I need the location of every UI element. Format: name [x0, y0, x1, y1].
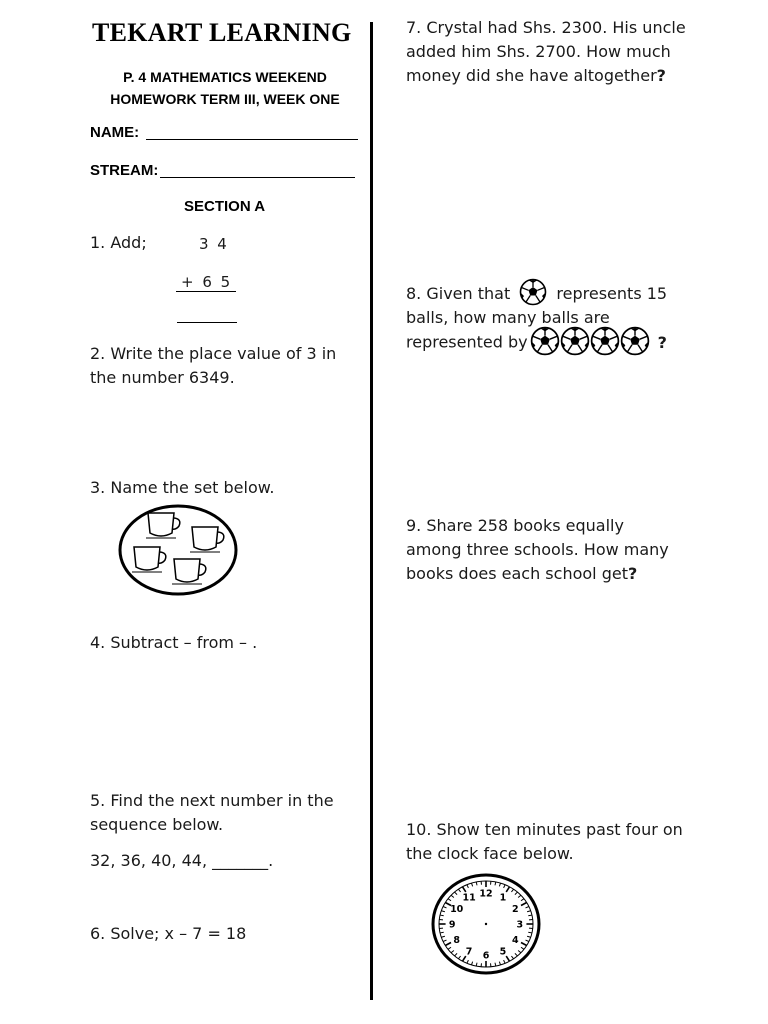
q2-text: [90, 342, 336, 390]
q1-top-number: 3 4: [199, 235, 229, 253]
q1-sum-line: [176, 291, 236, 292]
q7-question-mark: ?: [656, 66, 666, 85]
clock-number: 6: [482, 950, 490, 962]
q9-question-mark: ?: [627, 564, 638, 583]
clock-number: 12: [479, 888, 493, 900]
page-title: TEKART LEARNING: [92, 18, 352, 47]
clock-number: 2: [511, 904, 519, 916]
q3-text: 3. Name the set below.: [90, 478, 275, 497]
q10-line-2: the clock face below.: [406, 844, 574, 863]
q6-text: 6. Solve; x – 7 = 18: [90, 924, 247, 943]
q7-text: [406, 16, 686, 88]
q5-line-1: 5. Find the next number in the: [90, 791, 334, 810]
q8-line-2: balls, how many balls are: [406, 308, 610, 327]
soccer-ball-icon: [530, 326, 560, 356]
q8-ball-row: [530, 326, 650, 356]
q9-line-3: [406, 562, 669, 586]
q5-text: [90, 789, 334, 837]
q10-text: [406, 818, 683, 866]
q2-line-2: the number 6349.: [90, 368, 235, 387]
subtitle-line-1: P. 4 MATHEMATICS WEEKEND: [123, 69, 327, 85]
soccer-ball-icon: [519, 278, 547, 306]
clock-number: 4: [511, 934, 519, 946]
cup-icon: [172, 559, 206, 584]
clock-tick: [528, 932, 532, 933]
cup-icon: [146, 513, 180, 538]
q7-line-3: [406, 64, 686, 88]
clock-number: 10: [450, 904, 464, 916]
stream-label: STREAM:: [90, 162, 159, 179]
q5-sequence: 32, 36, 40, 44, _______.: [90, 851, 274, 870]
clock-number: 5: [499, 946, 507, 958]
name-field[interactable]: [146, 139, 358, 140]
q10-line-1: 10. Show ten minutes past four on: [406, 820, 683, 839]
cup-icon: [132, 547, 166, 572]
q9-line-3-text: books does each school get: [406, 564, 628, 583]
clock-number: 11: [462, 892, 476, 904]
subtitle-line-2: HOMEWORK TERM III, WEEK ONE: [110, 91, 340, 107]
column-divider: [370, 22, 373, 1000]
q9-text: [406, 514, 669, 586]
cup-icon: [190, 527, 224, 552]
q8-part-2: represents 15: [556, 284, 668, 303]
clock-number: 7: [465, 946, 473, 958]
q4-text: 4. Subtract – from – .: [90, 633, 258, 652]
clock-number: 1: [499, 892, 507, 904]
q1-bottom-number: + 6 5: [181, 273, 233, 291]
q2-line-1: 2. Write the place value of 3 in: [90, 344, 337, 363]
q7-line-2: added him Shs. 2700. How much: [406, 42, 671, 61]
soccer-ball-icon: [620, 326, 650, 356]
clock-face[interactable]: [430, 872, 542, 976]
q7-line-3-text: money did she have altogether: [406, 66, 657, 85]
soccer-ball-icon: [560, 326, 590, 356]
subtitle: [90, 66, 360, 110]
q8-question-mark: ?: [657, 332, 667, 352]
clock-tick: [528, 915, 532, 916]
section-heading: SECTION A: [184, 198, 266, 215]
q8-text: [406, 282, 746, 354]
q7-line-1: 7. Crystal had Shs. 2300. His uncle: [406, 18, 686, 37]
q1-answer-line[interactable]: [177, 322, 237, 323]
q5-line-2: sequence below.: [90, 815, 224, 834]
clock-center-dot: [485, 923, 487, 925]
q8-line-3-text: represented by: [406, 332, 528, 352]
q8-part-1: 8. Given that: [406, 284, 511, 303]
clock-tick: [440, 932, 444, 933]
clock-tick: [440, 915, 444, 916]
clock-number: 8: [453, 934, 461, 946]
clock-number: 3: [516, 919, 524, 931]
q8-line-3: [406, 330, 746, 354]
clock-number: 9: [448, 919, 456, 931]
name-label: NAME:: [90, 124, 140, 141]
q8-line-1: [406, 282, 746, 306]
q1-prefix: 1. Add;: [90, 233, 147, 252]
q9-line-2: among three schools. How many: [406, 540, 669, 559]
q3-set-diagram: [118, 503, 242, 599]
soccer-ball-icon: [590, 326, 620, 356]
stream-field[interactable]: [160, 177, 355, 178]
q9-line-1: 9. Share 258 books equally: [406, 516, 624, 535]
